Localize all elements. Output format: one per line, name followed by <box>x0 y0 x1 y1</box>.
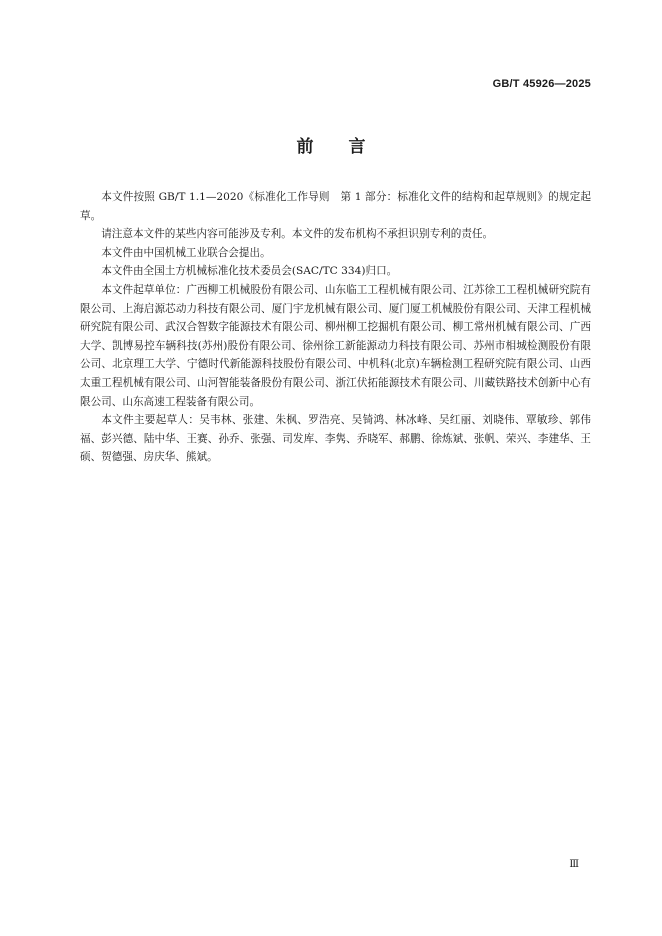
foreword-body <box>80 188 591 467</box>
paragraph-drafters: 本文件主要起草人：吴韦林、张建、朱枫、罗浩亮、吴锜鸿、林冰峰、吴红丽、刘晓伟、覃敏珍、郭伟福、彭兴德、陆中华、王赛、孙乔、张强、司发库、李隽、乔晓军、郝鹏、徐炼斌、张帆、荣兴、李建华、王硕、贺德强、房庆华、熊斌。 <box>80 414 591 464</box>
paragraph-technical-committee: 本文件由全国土方机械标准化技术委员会(SAC/TC 334)归口。 <box>101 265 398 278</box>
paragraph-drafting-rules: 本文件按照 GB/T 1.1—2020《标准化工作导则 第 1 部分：标准化文件的结构和起草规则》的规定起草。 <box>80 191 591 222</box>
page-number: Ⅲ <box>569 859 579 870</box>
paragraph-patent-notice: 请注意本文件的某些内容可能涉及专利。本文件的发布机构不承担识别专利的责任。 <box>101 228 494 241</box>
standard-code: GB/T 45926—2025 <box>492 78 591 90</box>
paragraph-proposer: 本文件由中国机械工业联合会提出。 <box>101 246 271 259</box>
page-title: 前言 <box>296 137 401 157</box>
paragraph-drafting-organizations: 本文件起草单位：广西柳工机械股份有限公司、山东临工工程机械有限公司、江苏徐工工程机械研究院有限公司、上海启源芯动力科技有限公司、厦门宇龙机械有限公司、厦门厦工机械股份有限公司、天津工程机械研究院有限公司、武汉合智数字能源技术有限公司、柳州柳工挖掘机有限公司、柳工常州机械有限公司、广西大学、凯博易控车辆科技(苏州)股份有限公司、徐州徐工新能源动力科技有限公司、苏州市相城检测股份有限公司、北京理工大学、宁德时代新能源科技股份有限公司、中机科(北京)车辆检测工程研究院有限公司、山西太重工程机械有限公司、山河智能装备股份有限公司、浙江伏拓能源技术有限公司、川藏铁路技术创新中心有限公司、山东高速工程装备有限公司。 <box>80 283 591 408</box>
